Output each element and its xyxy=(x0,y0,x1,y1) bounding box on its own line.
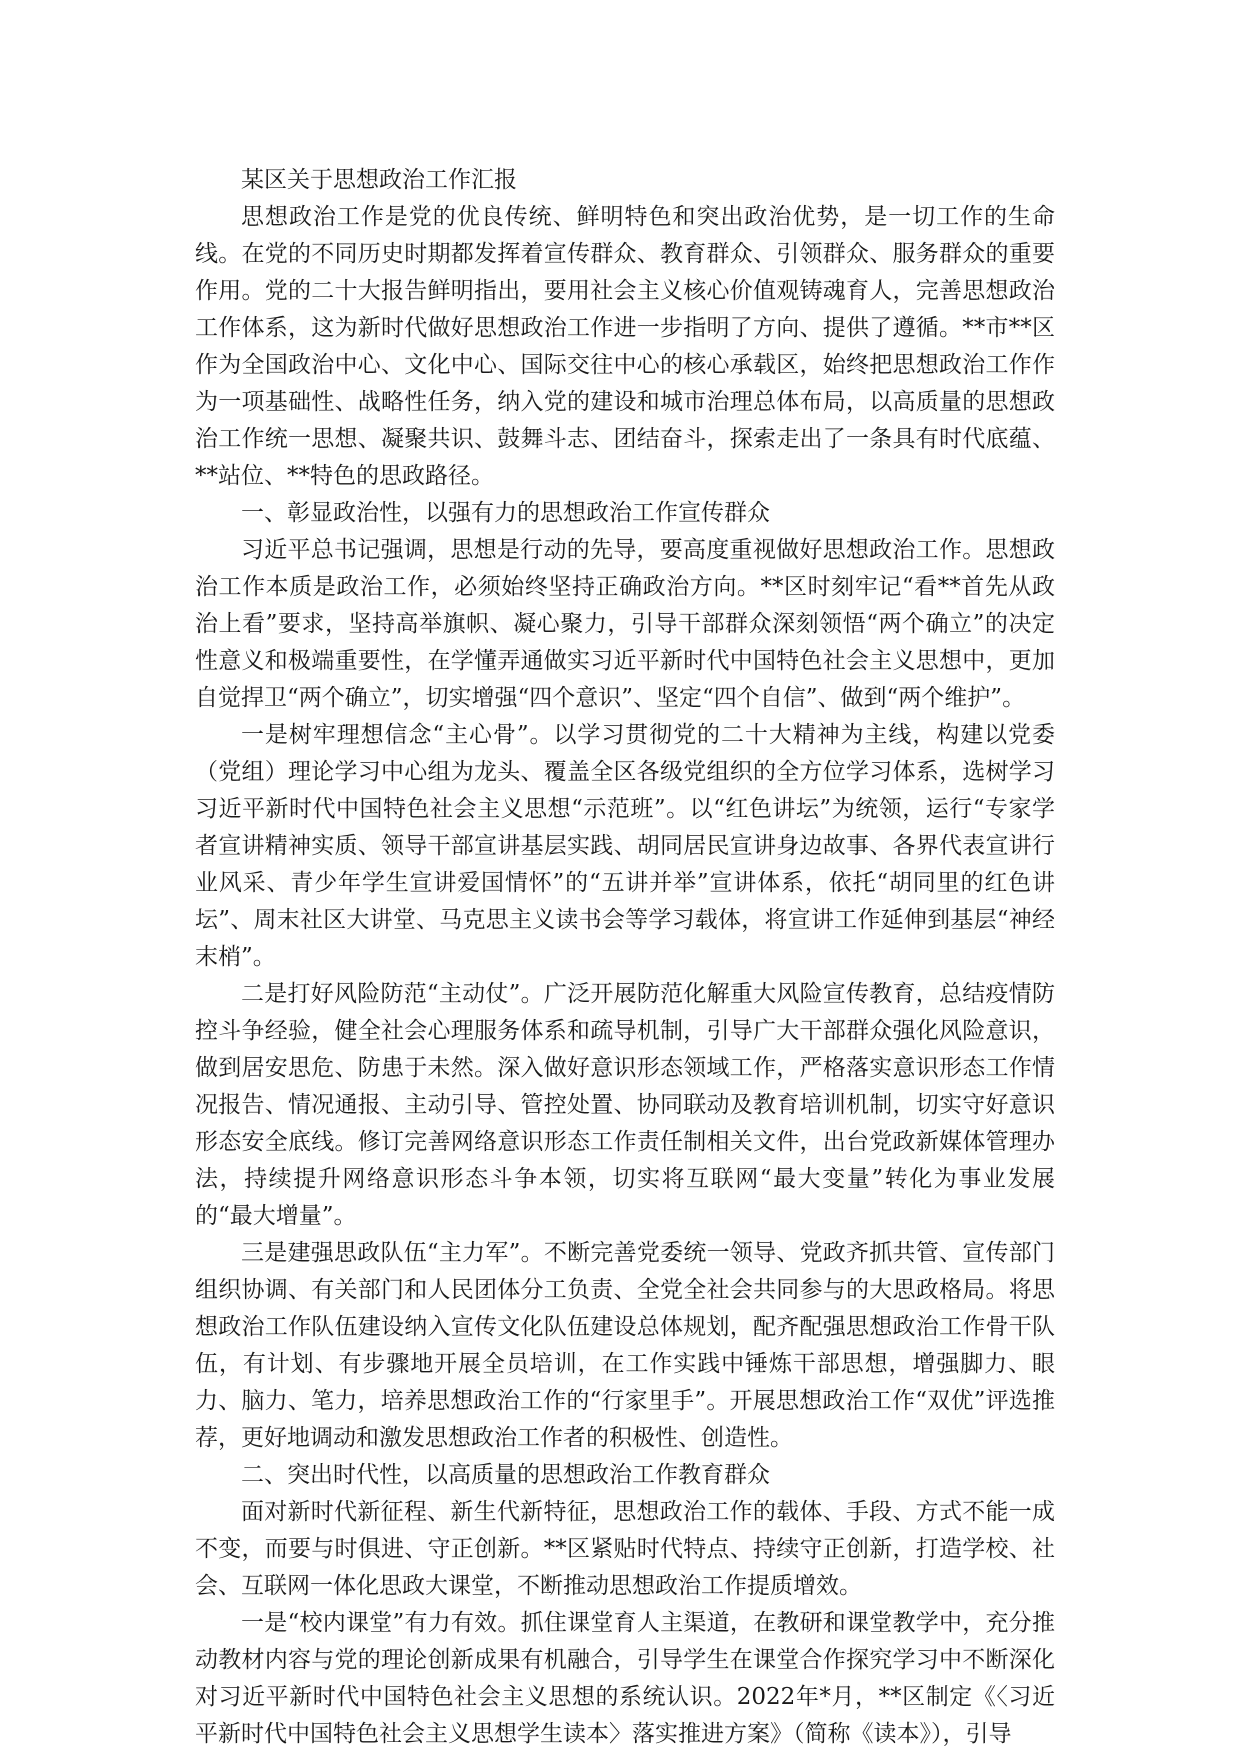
document-title: 某区关于思想政治工作汇报 xyxy=(241,167,517,193)
section-2-item-1-paragraph: 一是“校内课堂”有力有效。抓住课堂育人主渠道，在教研和课堂教学中，充分推动教材内容与党的理论创新成果有机融合，引导学生在课堂合作探究学习中不断深化对习近平新时代中国特色社会主义思想的系统认识。2022年*月，**区制定《〈习近平新时代中国特色社会主义思想学生读本〉落实推进方案》（简称《读本》），引导 xyxy=(195,1610,1055,1747)
section-1-item-1-paragraph: 一是树牢理想信念“主心骨”。以学习贯彻党的二十大精神为主线，构建以党委（党组）理论学习中心组为龙头、覆盖全区各级党组织的全方位学习体系，选树学习习近平新时代中国特色社会主义思想“示范班”。以“红色讲坛”为统领，运行“专家学者宣讲精神实质、领导干部宣讲基层实践、胡同居民宣讲身边故事、各界代表宣讲行业风采、青少年学生宣讲爱国情怀”的“五讲并举”宣讲体系，依托“胡同里的红色讲坛”、周末社区大讲堂、马克思主义读书会等学习载体，将宣讲工作延伸到基层“神经末梢”。 xyxy=(195,722,1055,970)
intro-paragraph: 思想政治工作是党的优良传统、鲜明特色和突出政治优势，是一切工作的生命线。在党的不同历史时期都发挥着宣传群众、教育群众、引领群众、服务群众的重要作用。党的二十大报告鲜明指出，要用社会主义核心价值观铸魂育人，完善思想政治工作体系，这为新时代做好思想政治工作进一步指明了方向、提供了遵循。**市**区作为全国政治中心、文化中心、国际交往中心的核心承载区，始终把思想政治工作作为一项基础性、战略性任务，纳入党的建设和城市治理总体布局，以高质量的思想政治工作统一思想、凝聚共识、鼓舞斗志、团结奋斗，探索走出了一条具有时代底蕴、**站位、**特色的思政路径。 xyxy=(195,204,1055,489)
section-heading-2: 二、突出时代性，以高质量的思想政治工作教育群众 xyxy=(241,1462,770,1488)
section-1-item-2-paragraph: 二是打好风险防范“主动仗”。广泛开展防范化解重大风险宣传教育，总结疫情防控斗争经验，健全社会心理服务体系和疏导机制，引导广大干部群众强化风险意识，做到居安思危、防患于未然。深入做好意识形态领域工作，严格落实意识形态工作情况报告、情况通报、主动引导、管控处置、协同联动及教育培训机制，切实守好意识形态安全底线。修订完善网络意识形态工作责任制相关文件，出台党政新媒体管理办法，持续提升网络意识形态斗争本领，切实将互联网“最大变量”转化为事业发展的“最大增量”。 xyxy=(195,981,1055,1229)
section-1-item-3-paragraph: 三是建强思政队伍“主力军”。不断完善党委统一领导、党政齐抓共管、宣传部门组织协调、有关部门和人民团体分工负责、全党全社会共同参与的大思政格局。将思想政治工作队伍建设纳入宣传文化队伍建设总体规划，配齐配强思想政治工作骨干队伍，有计划、有步骤地开展全员培训，在工作实践中锤炼干部思想，增强脚力、眼力、脑力、笔力，培养思想政治工作的“行家里手”。开展思想政治工作“双优”评选推荐，更好地调动和激发思想政治工作者的积极性、创造性。 xyxy=(195,1240,1055,1451)
document-page xyxy=(195,162,1055,1753)
section-2-intro-paragraph: 面对新时代新征程、新生代新特征，思想政治工作的载体、手段、方式不能一成不变，而要与时俱进、守正创新。**区紧贴时代特点、持续守正创新，打造学校、社会、互联网一体化思政大课堂，不断推动思想政治工作提质增效。 xyxy=(195,1499,1055,1599)
section-heading-1: 一、彰显政治性，以强有力的思想政治工作宣传群众 xyxy=(241,500,770,526)
section-1-intro-paragraph: 习近平总书记强调，思想是行动的先导，要高度重视做好思想政治工作。思想政治工作本质是政治工作，必须始终坚持正确政治方向。**区时刻牢记“看**首先从政治上看”要求，坚持高举旗帜、凝心聚力，引导干部群众深刻领悟“两个确立”的决定性意义和极端重要性，在学懂弄通做实习近平新时代中国特色社会主义思想中，更加自觉捍卫“两个确立”，切实增强“四个意识”、坚定“四个自信”、做到“两个维护”。 xyxy=(195,537,1055,711)
